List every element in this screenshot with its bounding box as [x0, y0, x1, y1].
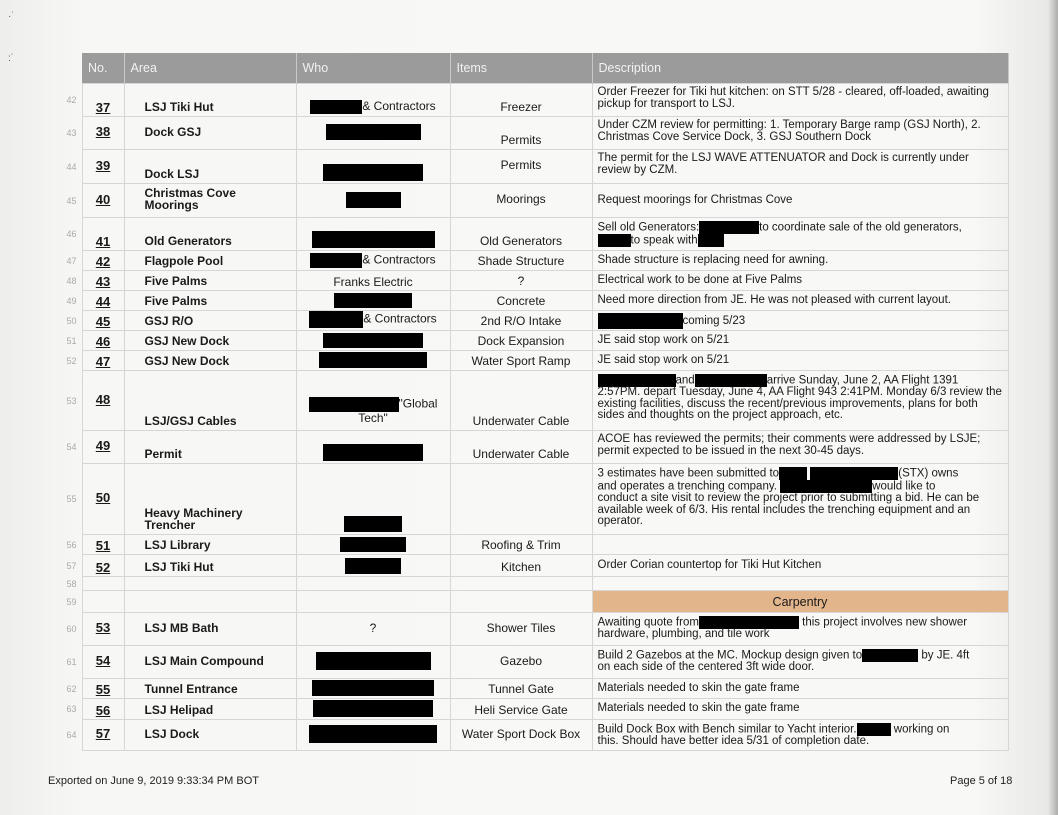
line-number: 42: [66, 95, 77, 105]
redaction-box: [345, 558, 401, 574]
redaction-box: [323, 333, 423, 348]
description-cell: Materials needed to skin the gate frame: [592, 699, 1008, 720]
description-cell: JE said stop work on 5/21: [592, 331, 1008, 351]
items-cell: Permits: [450, 117, 592, 150]
line-number: 59: [66, 596, 77, 607]
area-cell: Christmas Cove Moorings: [124, 184, 296, 218]
redaction-box: [699, 221, 759, 234]
header-spacer: [60, 53, 82, 84]
blank-cell: [296, 591, 450, 613]
line-number: 55: [66, 494, 77, 504]
item-number: 52: [82, 555, 124, 577]
description-cell: The permit for the LSJ WAVE ATTENUATOR and Dock is currently under review by CZM.: [592, 150, 1008, 184]
item-number: 53: [82, 613, 124, 646]
line-number: 53: [66, 395, 77, 406]
who-cell: [296, 117, 450, 150]
area-cell: GSJ New Dock: [124, 351, 296, 371]
line-number: 46: [66, 229, 77, 239]
area-cell: LSJ Dock: [124, 720, 296, 751]
area-cell: LSJ Helipad: [124, 699, 296, 720]
items-cell: Old Generators: [450, 218, 592, 251]
blank-cell: [592, 577, 1008, 591]
page-number: Page 5 of 18: [950, 775, 1013, 787]
table-row: [60, 291, 1008, 311]
who-cell: [296, 679, 450, 699]
description-cell: Sell old Generators: to coordinate sale of the old generators, to speak with: [592, 218, 1008, 251]
redaction-box: [309, 397, 399, 412]
item-number: 57: [82, 720, 124, 751]
item-number: 49: [82, 431, 124, 464]
redaction-box: [309, 725, 437, 743]
item-number: 37: [82, 84, 124, 117]
table-row-blank: [60, 577, 1008, 591]
blank-cell: [82, 591, 124, 613]
description-cell: Electrical work to be done at Five Palms: [592, 271, 1008, 291]
area-cell: Heavy Machinery Trencher: [124, 464, 296, 535]
who-cell: "Global Tech": [296, 371, 450, 431]
who-cell: [296, 431, 450, 464]
who-cell: [296, 351, 450, 371]
blank-cell: [124, 577, 296, 591]
items-cell: Underwater Cable: [450, 431, 592, 464]
table-row: [60, 679, 1008, 699]
blank-cell: [296, 577, 450, 591]
items-cell: Moorings: [450, 184, 592, 218]
section-heading: Carpentry: [592, 591, 1008, 613]
who-cell: [296, 331, 450, 351]
redaction-box: [698, 234, 724, 247]
items-cell: Shower Tiles: [450, 613, 592, 646]
item-number: 51: [82, 535, 124, 555]
area-cell: Dock LSJ: [124, 150, 296, 184]
items-cell: Roofing & Trim: [450, 535, 592, 555]
line-number: 48: [66, 275, 77, 286]
blank-cell: [450, 591, 592, 613]
redaction-box: [323, 444, 423, 461]
who-cell: [296, 699, 450, 720]
line-number: 52: [66, 355, 77, 366]
item-number: 42: [82, 251, 124, 271]
items-cell: Water Sport Ramp: [450, 351, 592, 371]
item-number: 45: [82, 311, 124, 331]
description-cell: coming 5/23: [592, 311, 1008, 331]
export-timestamp: Exported on June 9, 2019 9:33:34 PM BOT: [48, 775, 259, 787]
line-number: 49: [66, 295, 77, 306]
who-cell: [296, 184, 450, 218]
item-number: 56: [82, 699, 124, 720]
items-cell: Permits: [450, 150, 592, 184]
redaction-box: [316, 652, 431, 670]
description-cell: [592, 535, 1008, 555]
area-cell: Old Generators: [124, 218, 296, 251]
redaction-box: [346, 192, 401, 208]
line-number: 60: [66, 624, 77, 634]
description-cell: Shade structure is replacing need for awning.: [592, 251, 1008, 271]
item-number: 39: [82, 150, 124, 184]
who-cell: & Contractors: [296, 251, 450, 271]
table-row: [60, 150, 1008, 184]
description-cell: Order Corian countertop for Tiki Hut Kitchen: [592, 555, 1008, 577]
line-number: 58: [66, 578, 77, 589]
table-row: [60, 720, 1008, 751]
redaction-box: [312, 680, 434, 696]
table-row: [60, 117, 1008, 150]
table-row: [60, 535, 1008, 555]
item-number: 54: [82, 646, 124, 679]
who-cell: [296, 218, 450, 251]
who-cell: [296, 646, 450, 679]
area-cell: Five Palms: [124, 271, 296, 291]
items-cell: Freezer: [450, 84, 592, 117]
line-number: 62: [66, 683, 77, 694]
area-cell: LSJ Tiki Hut: [124, 84, 296, 117]
scan-specks: ·˙ :˙: [8, 11, 15, 64]
item-number: 40: [82, 184, 124, 218]
items-cell: Tunnel Gate: [450, 679, 592, 699]
table-row: [60, 218, 1008, 251]
line-number: 54: [66, 442, 77, 452]
items-cell: Shade Structure: [450, 251, 592, 271]
redaction-box: [598, 234, 631, 247]
scan-edge-shadow: [1048, 0, 1058, 815]
area-cell: Tunnel Entrance: [124, 679, 296, 699]
area-cell: Five Palms: [124, 291, 296, 311]
area-cell: GSJ New Dock: [124, 331, 296, 351]
redaction-box: [310, 100, 362, 114]
description-cell: Request moorings for Christmas Cove: [592, 184, 1008, 218]
description-cell: Order Freezer for Tiki hut kitchen: on STT 5/28 - cleared, off-loaded, awaiting pickup for transport to LSJ.: [592, 84, 1008, 117]
table-row: [60, 271, 1008, 291]
who-cell: [296, 464, 450, 535]
items-cell: Underwater Cable: [450, 371, 592, 431]
table-row: [60, 613, 1008, 646]
line-number: 61: [66, 657, 77, 667]
table-row: [60, 331, 1008, 351]
area-cell: LSJ Main Compound: [124, 646, 296, 679]
redaction-box: [312, 231, 435, 248]
items-cell: Heli Service Gate: [450, 699, 592, 720]
area-cell: LSJ MB Bath: [124, 613, 296, 646]
item-number: 46: [82, 331, 124, 351]
item-number: 43: [82, 271, 124, 291]
line-number: 47: [66, 255, 77, 266]
description-cell: JE said stop work on 5/21: [592, 351, 1008, 371]
items-cell: Gazebo: [450, 646, 592, 679]
table-header-row: [60, 53, 1008, 84]
blank-cell: [124, 591, 296, 613]
line-number: 63: [66, 704, 77, 714]
item-number: 50: [82, 464, 124, 535]
who-cell: ?: [296, 613, 450, 646]
blank-cell: [450, 577, 592, 591]
items-cell: [450, 464, 592, 535]
table-row: [60, 251, 1008, 271]
redaction-box: [340, 537, 406, 552]
items-cell: Concrete: [450, 291, 592, 311]
items-cell: Dock Expansion: [450, 331, 592, 351]
table-row: [60, 431, 1008, 464]
area-cell: Permit: [124, 431, 296, 464]
redaction-box: [810, 467, 898, 480]
redaction-box: [323, 164, 423, 181]
line-number: 43: [66, 128, 77, 138]
description-cell: Build 2 Gazebos at the MC. Mockup design given to by JE. 4ft on each side of the centered 3ft wide door.: [592, 646, 1008, 679]
header-who: Who: [296, 53, 450, 84]
line-number: 45: [66, 195, 77, 206]
table-row: [60, 699, 1008, 720]
line-number: 50: [66, 315, 77, 326]
item-number: 41: [82, 218, 124, 251]
description-cell: 3 estimates have been submitted to (STX) owns and operates a trenching company. would like to conduct a site visit to review the project prior to submitting a bid. He can be available week of 6/3. His rental includes the trenching equipment and an operator.: [592, 464, 1008, 535]
who-cell: & Contractors: [296, 84, 450, 117]
items-cell: 2nd R/O Intake: [450, 311, 592, 331]
who-cell: [296, 291, 450, 311]
redaction-box: [326, 124, 421, 140]
header-area: Area: [124, 53, 296, 84]
who-cell: & Contractors: [296, 311, 450, 331]
section-row: [60, 591, 1008, 613]
description-cell: Materials needed to skin the gate frame: [592, 679, 1008, 699]
redaction-box: [598, 313, 683, 329]
header-description: Description: [592, 53, 1008, 84]
description-cell: ACOE has reviewed the permits; their comments were addressed by LSJE; permit expected to be issued in the next 30-45 days.: [592, 431, 1008, 464]
who-cell: [296, 555, 450, 577]
table-row: [60, 371, 1008, 431]
items-cell: Kitchen: [450, 555, 592, 577]
redaction-box: [779, 467, 807, 480]
items-cell: ?: [450, 271, 592, 291]
item-number: 44: [82, 291, 124, 311]
description-cell: and arrive Sunday, June 2, AA Flight 1391 2:57PM. depart Tuesday, June 4, AA Flight 943 2:41PM. Monday 6/3 review the existing facilities, discuss the recent/previous improvements, plans for both sides and thoughts on the project approach, etc.: [592, 371, 1008, 431]
redaction-box: [309, 311, 363, 328]
redaction-box: [334, 293, 412, 308]
area-cell: GSJ R/O: [124, 311, 296, 331]
header-items: Items: [450, 53, 592, 84]
blank-cell: [82, 577, 124, 591]
redaction-box: [344, 516, 402, 532]
description-cell: Under CZM review for permitting: 1. Temporary Barge ramp (GSJ North), 2. Christmas Cove Service Dock, 3. GSJ Southern Dock: [592, 117, 1008, 150]
table-row: [60, 311, 1008, 331]
table-row: [60, 646, 1008, 679]
description-cell: Awaiting quote from this project involves new shower hardware, plumbing, and tile work: [592, 613, 1008, 646]
line-number: 56: [66, 539, 77, 550]
line-number: 44: [66, 161, 77, 172]
description-cell: Need more direction from JE. He was not pleased with current layout.: [592, 291, 1008, 311]
description-cell: Build Dock Box with Bench similar to Yacht interior. working on this. Should have better idea 5/31 of completion date.: [592, 720, 1008, 751]
table-row: [60, 184, 1008, 218]
area-cell: LSJ/GSJ Cables: [124, 371, 296, 431]
project-table: [60, 53, 1009, 751]
who-cell: [296, 720, 450, 751]
line-number: 64: [66, 730, 77, 740]
who-cell: [296, 535, 450, 555]
items-cell: Water Sport Dock Box: [450, 720, 592, 751]
table-row: [60, 84, 1008, 117]
who-cell: Franks Electric: [296, 271, 450, 291]
table-row: [60, 351, 1008, 371]
area-cell: Dock GSJ: [124, 117, 296, 150]
table-row: [60, 555, 1008, 577]
item-number: 48: [82, 371, 124, 431]
header-no: No.: [82, 53, 124, 84]
area-cell: Flagpole Pool: [124, 251, 296, 271]
table-row: [60, 464, 1008, 535]
redaction-box: [862, 649, 918, 662]
who-cell: [296, 150, 450, 184]
item-number: 47: [82, 351, 124, 371]
redaction-box: [319, 352, 427, 368]
item-number: 38: [82, 117, 124, 150]
redaction-box: [310, 253, 362, 268]
line-number: 57: [66, 560, 77, 571]
redaction-box: [313, 700, 433, 717]
item-number: 55: [82, 679, 124, 699]
area-cell: LSJ Library: [124, 535, 296, 555]
area-cell: LSJ Tiki Hut: [124, 555, 296, 577]
line-number: 51: [66, 335, 77, 346]
